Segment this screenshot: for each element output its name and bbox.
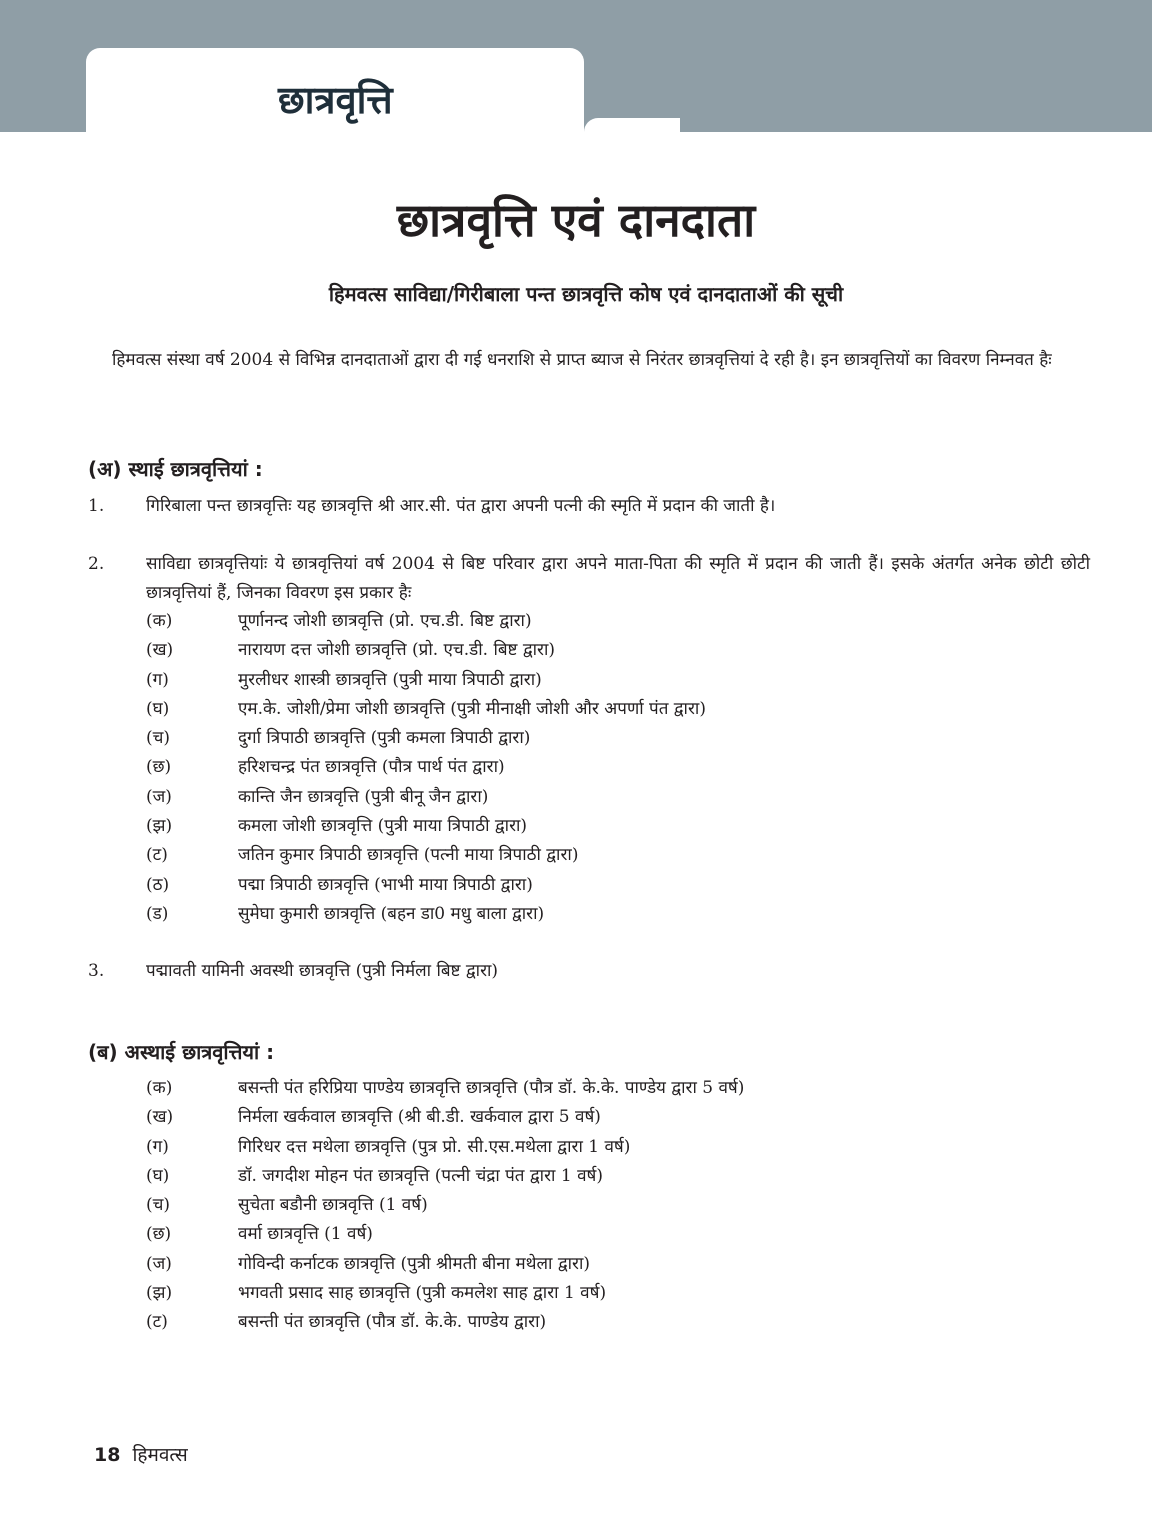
list-marker: (ज) <box>146 1253 172 1274</box>
list-item <box>146 1074 1090 1103</box>
numbered-item-1 <box>88 492 1090 521</box>
item-text: पद्मावती यामिनी अवस्थी छात्रवृत्ति (पुत्री निर्मला बिष्ट द्वारा) <box>146 961 499 981</box>
list-marker: (च) <box>146 1195 171 1216</box>
page-subtitle: हिमवत्स साविद्या/गिरीबाला पन्त छात्रवृत्ति कोष एवं दानदाताओं की सूची <box>328 282 844 306</box>
list-text: हरिशचन्द्र पंत छात्रवृत्ति (पौत्र पार्थ पंत द्वारा) <box>238 757 505 778</box>
list-marker: (ग) <box>146 1136 169 1157</box>
list-item <box>146 1308 1090 1337</box>
page-number: 18 <box>94 1444 121 1466</box>
item-number: 3. <box>88 961 105 981</box>
list-item <box>146 900 1090 929</box>
list-item <box>146 724 1090 753</box>
section-b-heading: (ब) अस्थाई छात्रवृत्तियां : <box>88 1040 275 1064</box>
item-text: साविद्या छात्रवृत्तियांः ये छात्रवृत्तियां वर्ष 2004 से बिष्ट परिवार द्वारा अपने माता-पिता की स्मृति में प्रदान की जाती हैं। इसके अंतर्गत अनेक छोटी छोटी छात्रवृत्तियां हैं, जिनका विवरण इस प्रकार हैः <box>146 554 1090 603</box>
list-item <box>146 666 1090 695</box>
list-item <box>146 1162 1090 1191</box>
list-text: निर्मला खर्कवाल छात्रवृत्ति (श्री बी.डी. खर्कवाल द्वारा 5 वर्ष) <box>238 1107 601 1128</box>
list-text: गोविन्दी कर्नाटक छात्रवृत्ति (पुत्री श्रीमती बीना मथेला द्वारा) <box>238 1253 591 1274</box>
list-marker: (क) <box>146 611 173 631</box>
list-marker: (ड) <box>146 903 169 924</box>
list-item <box>146 753 1090 782</box>
list-item <box>146 1191 1090 1220</box>
list-text: सुचेता बडौनी छात्रवृत्ति (1 वर्ष) <box>238 1195 428 1216</box>
list-marker: (क) <box>146 1078 173 1098</box>
list-text: बसन्ती पंत हरिप्रिया पाण्डेय छात्रवृत्ति छात्रवृत्ति (पौत्र डॉ. के.के. पाण्डेय द्वारा 5 वर्ष) <box>238 1078 745 1098</box>
list-text: पूर्णानन्द जोशी छात्रवृत्ति (प्रो. एच.डी. बिष्ट द्वारा) <box>238 611 532 631</box>
list-item <box>146 783 1090 812</box>
sub-list-a <box>146 607 1090 929</box>
numbered-item-3 <box>88 957 1090 986</box>
page-title: छात्रवृत्ति एवं दानदाता <box>396 193 756 247</box>
list-marker: (ख) <box>146 1107 174 1128</box>
list-text: डॉ. जगदीश मोहन पंत छात्रवृत्ति (पत्नी चंद्रा पंत द्वारा 1 वर्ष) <box>238 1165 603 1186</box>
list-item <box>146 1279 1090 1308</box>
list-text: दुर्गा त्रिपाठी छात्रवृत्ति (पुत्री कमला त्रिपाठी द्वारा) <box>238 728 531 749</box>
list-item <box>146 812 1090 841</box>
item-number: 2. <box>88 554 105 574</box>
page-footer <box>94 1440 188 1470</box>
list-text: गिरिधर दत्त मथेला छात्रवृत्ति (पुत्र प्रो. सी.एस.मथेला द्वारा 1 वर्ष) <box>238 1136 631 1157</box>
list-marker: (ट) <box>146 1312 168 1333</box>
list-item <box>146 871 1090 900</box>
list-marker: (ग) <box>146 669 169 690</box>
list-item <box>146 1250 1090 1279</box>
list-marker: (घ) <box>146 698 170 719</box>
intro-paragraph: हिमवत्स संस्था वर्ष 2004 से विभिन्न दानदाताओं द्वारा दी गई धनराशि से प्राप्त ब्याज से निरंतर छात्रवृत्तियां दे रही है। इन छात्रवृत्तियों का विवरण निम्नवत हैः <box>112 350 1052 370</box>
item-text: गिरिबाला पन्त छात्रवृत्तिः यह छात्रवृत्ति श्री आर.सी. पंत द्वारा अपनी पत्नी की स्मृति में प्रदान की जाती है। <box>146 496 776 516</box>
sub-list-b <box>146 1074 1090 1338</box>
list-marker: (ख) <box>146 640 174 661</box>
list-item <box>146 636 1090 665</box>
list-marker: (ठ) <box>146 874 170 895</box>
list-item <box>146 1133 1090 1162</box>
list-item <box>146 1103 1090 1132</box>
list-text: कान्ति जैन छात्रवृत्ति (पुत्री बीनू जैन द्वारा) <box>238 786 489 807</box>
list-text: बसन्ती पंत छात्रवृत्ति (पौत्र डॉ. के.के. पाण्डेय द्वारा) <box>238 1312 547 1333</box>
header-tab-tail <box>584 118 680 132</box>
section-a-heading: (अ) स्थाई छात्रवृत्तियां : <box>88 457 263 481</box>
item-number: 1. <box>88 496 105 516</box>
list-item <box>146 1220 1090 1249</box>
list-item <box>146 841 1090 870</box>
list-item <box>146 695 1090 724</box>
list-text: पद्मा त्रिपाठी छात्रवृत्ति (भाभी माया त्रिपाठी द्वारा) <box>238 874 533 895</box>
numbered-item-2 <box>88 550 1090 608</box>
magazine-name: हिमवत्स <box>132 1444 188 1466</box>
list-text: सुमेघा कुमारी छात्रवृत्ति (बहन डा0 मधु बाला द्वारा) <box>238 903 545 924</box>
list-marker: (ज) <box>146 786 172 807</box>
list-marker: (घ) <box>146 1165 170 1186</box>
list-item <box>146 607 1090 636</box>
list-text: वर्मा छात्रवृत्ति (1 वर्ष) <box>238 1224 373 1245</box>
list-marker: (छ) <box>146 1224 172 1245</box>
list-text: नारायण दत्त जोशी छात्रवृत्ति (प्रो. एच.डी. बिष्ट द्वारा) <box>238 640 556 661</box>
list-marker: (ट) <box>146 845 168 866</box>
list-text: जतिन कुमार त्रिपाठी छात्रवृत्ति (पत्नी माया त्रिपाठी द्वारा) <box>238 845 579 866</box>
section-label: छात्रवृत्ति <box>278 78 393 122</box>
list-text: कमला जोशी छात्रवृत्ति (पुत्री माया त्रिपाठी द्वारा) <box>238 816 528 837</box>
list-marker: (च) <box>146 728 171 749</box>
list-marker: (छ) <box>146 757 172 778</box>
list-marker: (झ) <box>146 1283 173 1304</box>
list-marker: (झ) <box>146 816 173 837</box>
list-text: एम.के. जोशी/प्रेमा जोशी छात्रवृत्ति (पुत्री मीनाक्षी जोशी और अपर्णा पंत द्वारा) <box>238 698 706 719</box>
list-text: भगवती प्रसाद साह छात्रवृत्ति (पुत्री कमलेश साह द्वारा 1 वर्ष) <box>238 1283 607 1304</box>
list-text: मुरलीधर शास्त्री छात्रवृत्ति (पुत्री माया त्रिपाठी द्वारा) <box>238 669 542 690</box>
